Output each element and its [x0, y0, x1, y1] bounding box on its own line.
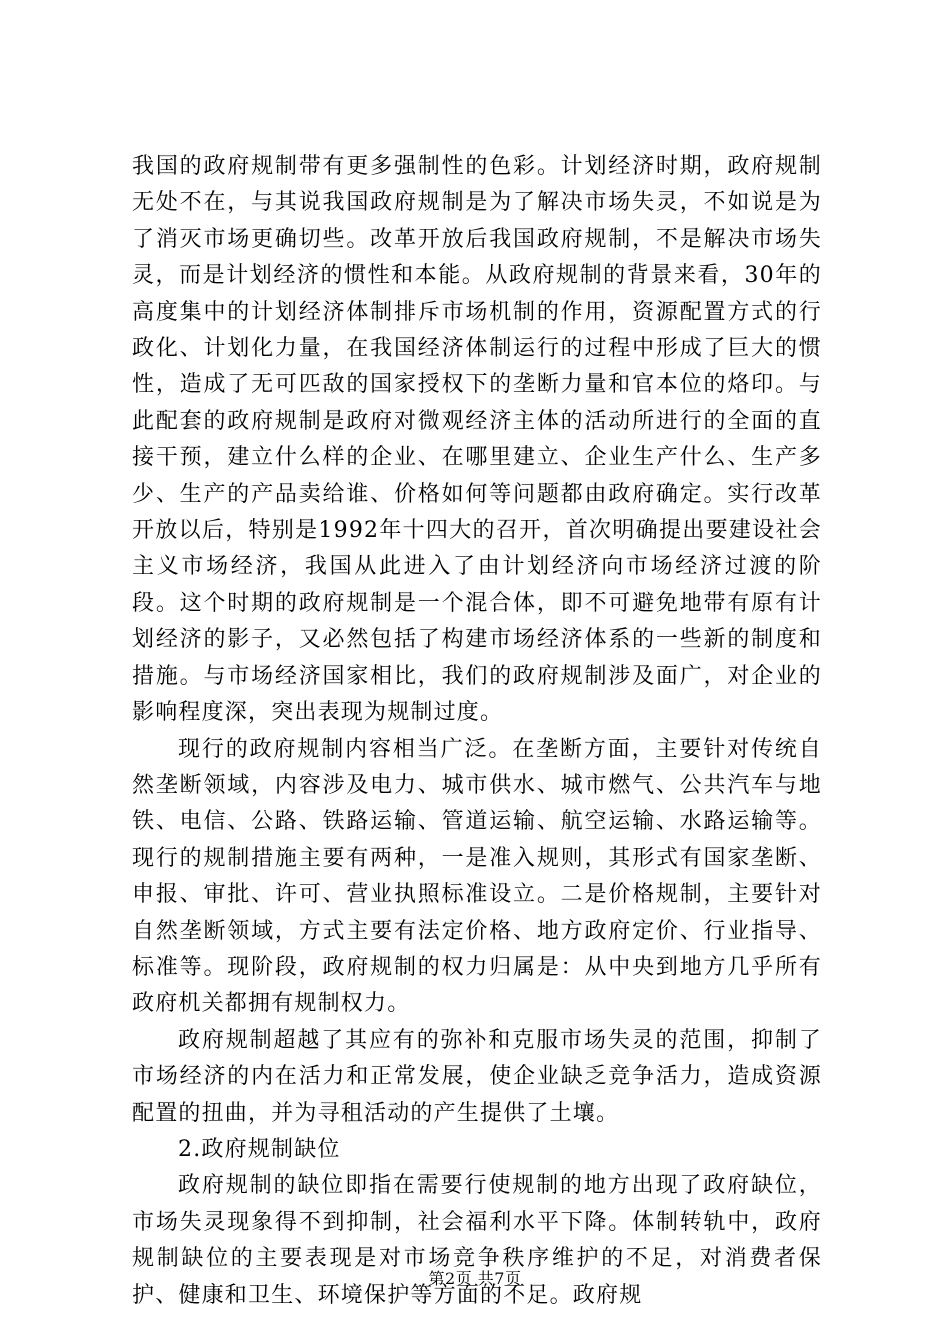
paragraph-current-regulation-scope: 现行的政府规制内容相当广泛。在垄断方面，主要针对传统自然垄断领域，内容涉及电力、城市供水、城市燃气、公共汽车与地铁、电信、公路、铁路运输、管道运输、航空运输、水路运输等。现行的规制措施主要有两种，一是准入规则，其形式有国家垄断、申报、审批、许可、营业执照标准设立。二是价格规制，主要针对自然垄断领域，方式主要有法定价格、地方政府定价、行业指导、标准等。现阶段，政府规制的权力归属是：从中央到地方几乎所有政府机关都拥有规制权力。 [132, 736, 822, 1017]
page-footer: 第2页 共7页 [428, 1269, 522, 1288]
paragraph-regulation-absence: 政府规制的缺位即指在需要行使规制的地方出现了政府缺位，市场失灵现象得不到抑制，社会福利水平下降。体制转轨中，政府规制缺位的主要表现是对市场竞争秩序维护的不足，对消费者保护、健康和卫生、环境保护等方面的不足。政府规 [132, 1173, 822, 1308]
section-heading-regulation-absence: 2.政府规制缺位 [178, 1136, 341, 1162]
document-body [132, 149, 822, 1314]
paragraph-planned-economy-regulation: 我国的政府规制带有更多强制性的色彩。计划经济时期，政府规制无处不在，与其说我国政府规制是为了解决市场失灵，不如说是为了消灭市场更确切些。改革开放后我国政府规制，不是解决市场失灵，而是计划经济的惯性和本能。从政府规制的背景来看，30年的高度集中的计划经济体制排斥市场机制的作用，资源配置方式的行政化、计划化力量，在我国经济体制运行的过程中形成了巨大的惯性，造成了无可匹敌的国家授权下的垄断力量和官本位的烙印。与此配套的政府规制是政府对微观经济主体的活动所进行的全面的直接干预，建立什么样的企业、在哪里建立、企业生产什么、生产多少、生产的产品卖给谁、价格如何等问题都由政府确定。实行改革开放以后，特别是1992年十四大的召开，首次明确提出要建设社会主义市场经济，我国从此进入了由计划经济向市场经济过渡的阶段。这个时期的政府规制是一个混合体，即不可避免地带有原有计划经济的影子，又必然包括了构建市场经济体系的一些新的制度和措施。与市场经济国家相比，我们的政府规制涉及面广，对企业的影响程度深，突出表现为规制过度。 [132, 154, 822, 726]
paragraph-regulation-overreach: 政府规制超越了其应有的弥补和克服市场失灵的范围，抑制了市场经济的内在活力和正常发展，使企业缺乏竞争活力，造成资源配置的扭曲，并为寻租活动的产生提供了土壤。 [132, 1027, 822, 1126]
